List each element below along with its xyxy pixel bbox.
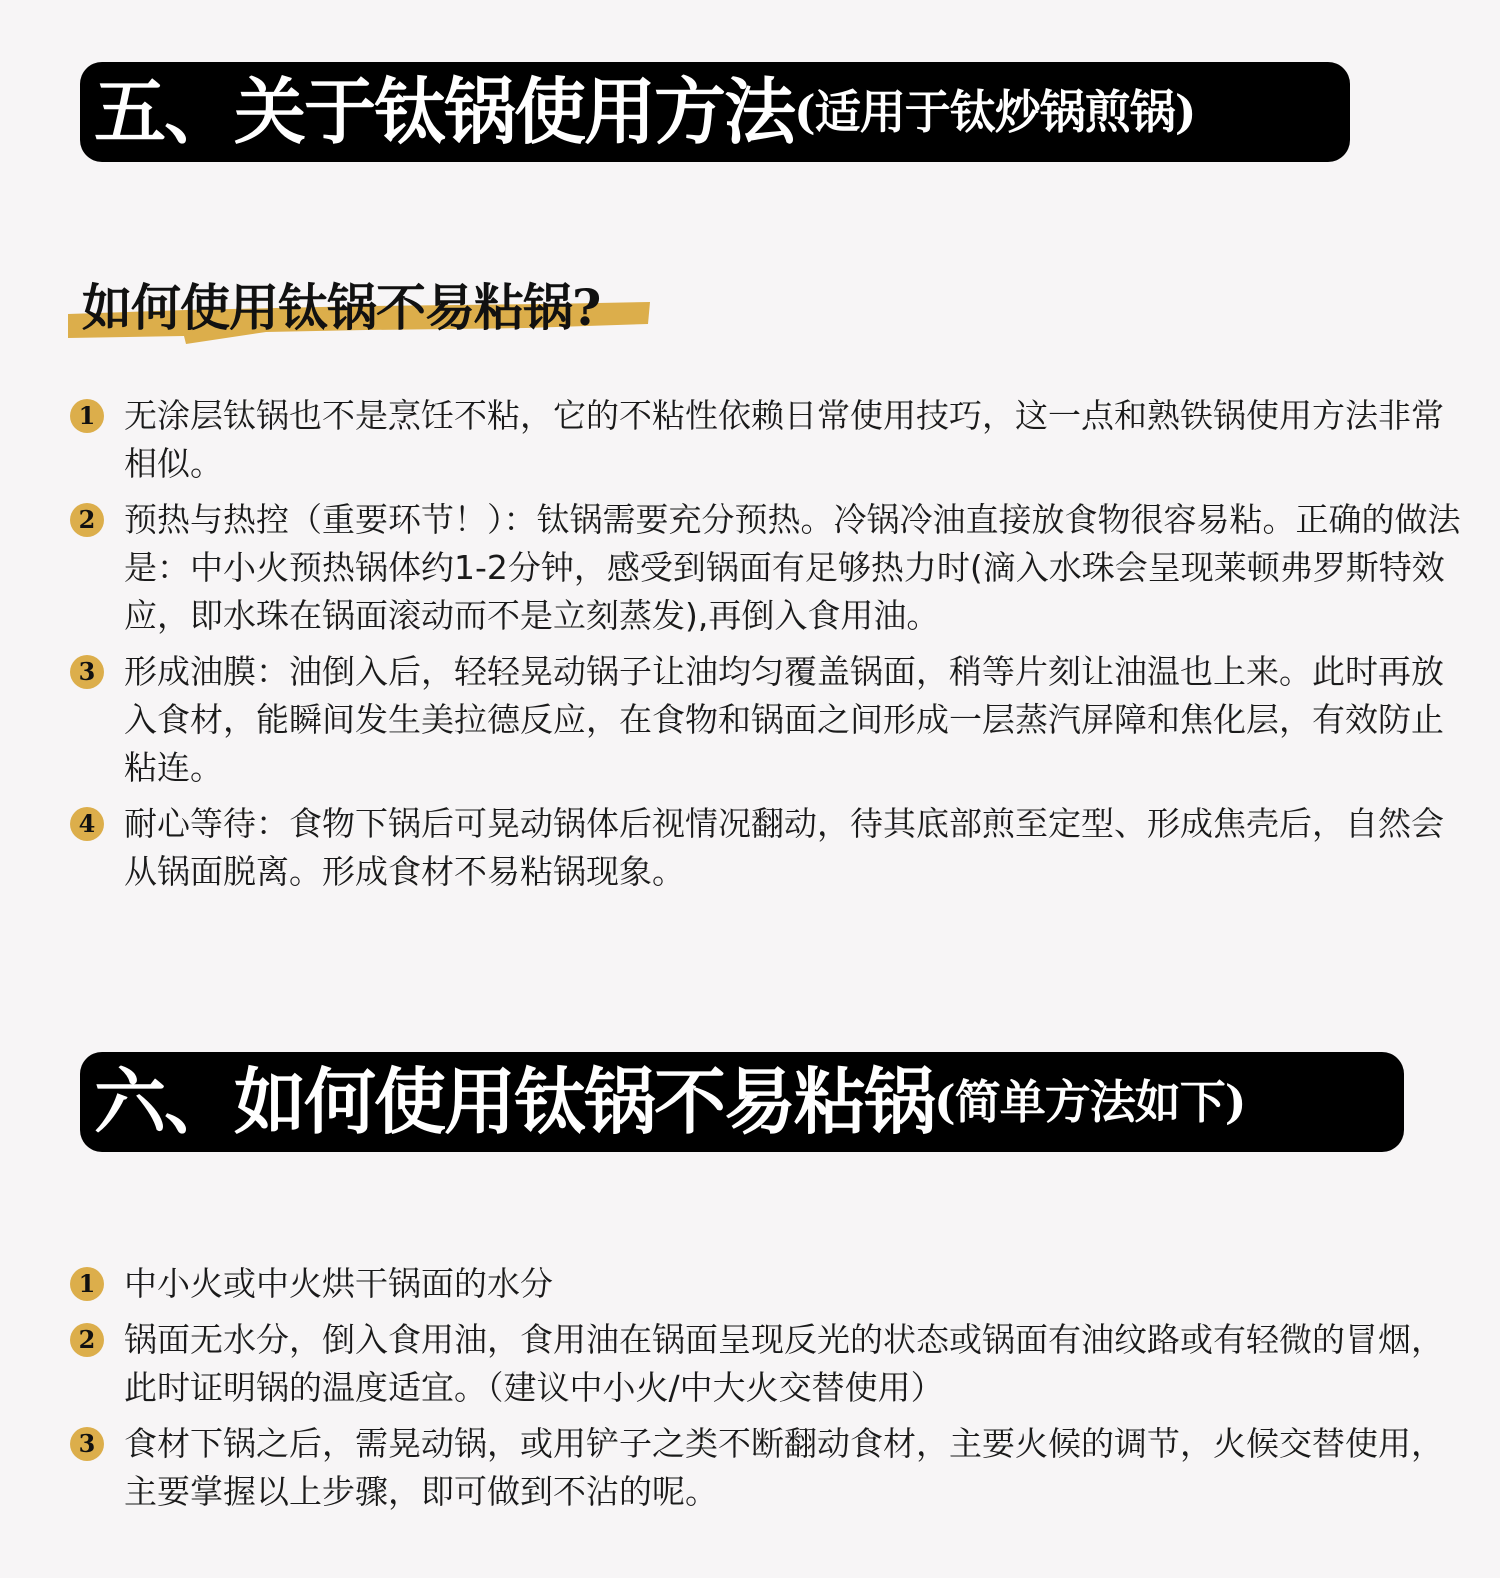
list-item (70, 392, 1470, 488)
number-badge: 4 (70, 807, 104, 841)
section-6-subtitle: (简单方法如下) (934, 1075, 1246, 1129)
section-6-list (70, 1260, 1470, 1524)
list-item-text: 无涂层钛锅也不是烹饪不粘，它的不粘性依赖日常使用技巧，这一点和熟铁锅使用方法非常相似。 (124, 396, 1444, 483)
list-item (70, 648, 1470, 792)
number-badge: 2 (70, 503, 104, 537)
number-badge: 1 (70, 399, 104, 433)
number-badge: 3 (70, 655, 104, 689)
list-item (70, 800, 1470, 896)
section-6-banner (80, 1052, 1404, 1152)
subheading-block (66, 262, 666, 352)
section-5-title: 五、关于钛锅使用方法 (94, 69, 795, 154)
list-item-text: 预热与热控（重要环节！）：钛锅需要充分预热。冷锅冷油直接放食物很容易粘。正确的做法是：中小火预热锅体约1-2分钟，感受到锅面有足够热力时(滴入水珠会呈现莱顿弗罗斯特效应，即水珠在锅面滚动而不是立刻蒸发),再倒入食用油。 (124, 500, 1461, 635)
list-item (70, 1316, 1470, 1412)
list-item (70, 496, 1470, 640)
list-item-text: 形成油膜：油倒入后，轻轻晃动锅子让油均匀覆盖锅面，稍等片刻让油温也上来。此时再放入食材，能瞬间发生美拉德反应，在食物和锅面之间形成一层蒸汽屏障和焦化层，有效防止粘连。 (124, 652, 1444, 787)
subheading: 如何使用钛锅不易粘锅? (82, 278, 601, 337)
section-5-list (70, 392, 1470, 904)
list-item-text: 中小火或中火烘干锅面的水分 (124, 1264, 553, 1303)
list-item (70, 1420, 1470, 1516)
list-item-text: 食材下锅之后，需晃动锅，或用铲子之类不断翻动食材，主要火候的调节，火候交替使用，主要掌握以上步骤，即可做到不沾的呢。 (124, 1424, 1444, 1511)
section-5-subtitle: (适用于钛炒锅煎锅) (794, 85, 1196, 139)
list-item-text: 耐心等待：食物下锅后可晃动锅体后视情况翻动，待其底部煎至定型、形成焦壳后，自然会从锅面脱离。形成食材不易粘锅现象。 (124, 804, 1444, 891)
section-6-title: 六、如何使用钛锅不易粘锅 (94, 1059, 935, 1144)
list-item-text: 锅面无水分，倒入食用油，食用油在锅面呈现反光的状态或锅面有油纹路或有轻微的冒烟，此时证明锅的温度适宜。（建议中小火/中大火交替使用） (124, 1320, 1444, 1407)
number-badge: 3 (70, 1427, 104, 1461)
number-badge: 2 (70, 1323, 104, 1357)
section-5-banner (80, 62, 1350, 162)
number-badge: 1 (70, 1267, 104, 1301)
list-item (70, 1260, 1470, 1308)
